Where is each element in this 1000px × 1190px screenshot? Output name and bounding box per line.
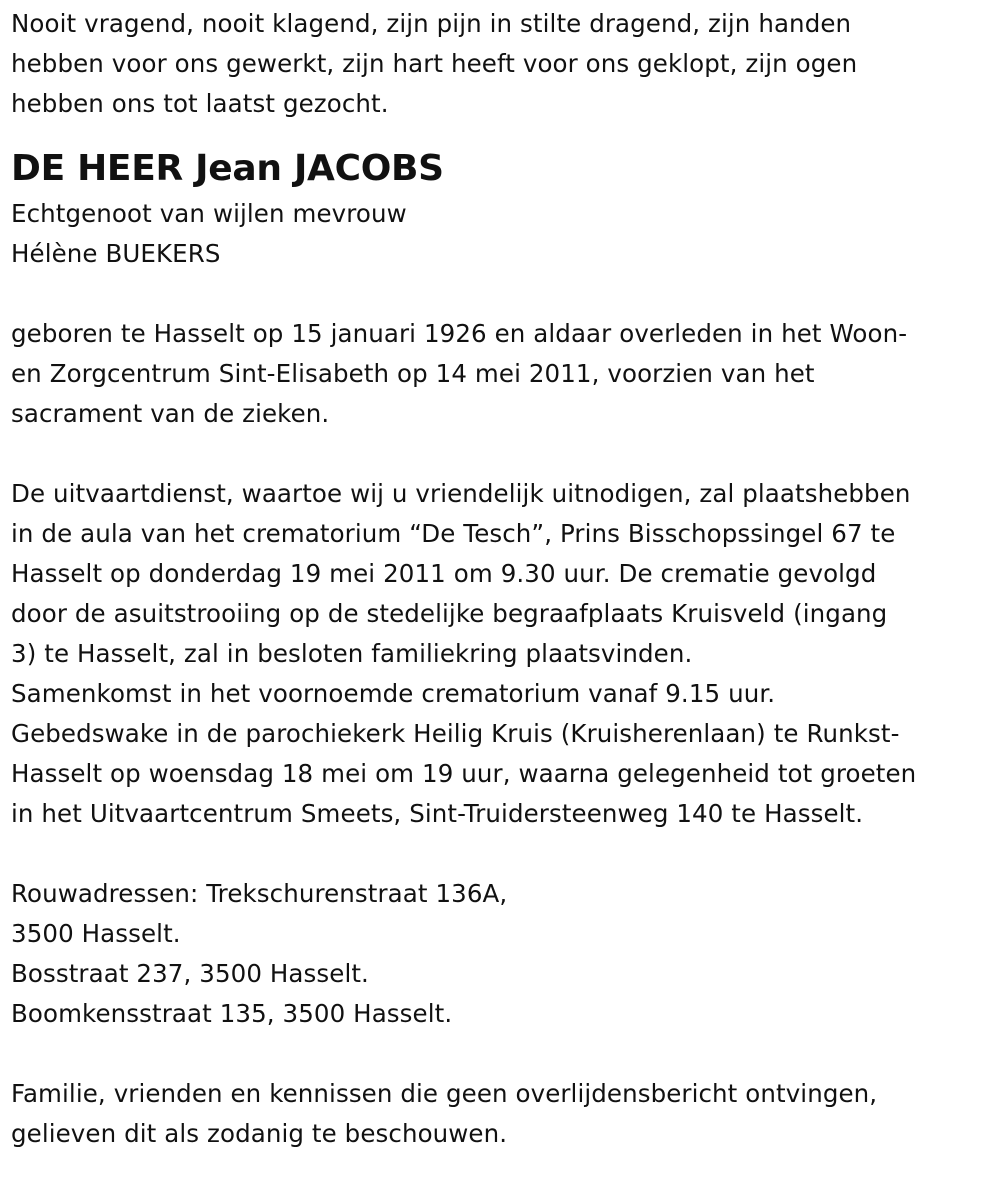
address-line: Boomkensstraat 135, 3500 Hasselt. [11,999,453,1028]
address-line: Rouwadressen: Trekschurenstraat 136A, [11,879,508,908]
spouse-info [11,194,996,274]
service-line: door de asuitstrooiing op de stedelijke begraafplaats Kruisveld (ingang [11,599,888,628]
service-line: 3) te Hasselt, zal in besloten familiekring plaatsvinden. [11,639,693,668]
spouse-line: Echtgenoot van wijlen mevrouw [11,199,407,228]
spacer [11,834,996,874]
intro-line: hebben ons tot laatst gezocht. [11,89,389,118]
mourning-addresses [11,874,996,1034]
address-line: 3500 Hasselt. [11,919,181,948]
deceased-name: DE HEER Jean JACOBS [11,148,444,189]
service-line: Hasselt op donderdag 19 mei 2011 om 9.30 uur. De crematie gevolgd [11,559,877,588]
service-line: in het Uitvaartcentrum Smeets, Sint-Truidersteenweg 140 te Hasselt. [11,799,864,828]
spacer [11,274,996,314]
spouse-line: Hélène BUEKERS [11,239,221,268]
intro-line: hebben voor ons gewerkt, zijn hart heeft voor ons geklopt, zijn ogen [11,49,858,78]
spacer [11,1034,996,1074]
intro-poem [11,4,996,124]
spacer [11,434,996,474]
address-line: Bosstraat 237, 3500 Hasselt. [11,959,369,988]
service-line: De uitvaartdienst, waartoe wij u vriendelijk uitnodigen, zal plaatshebben [11,479,911,508]
service-line: Hasselt op woensdag 18 mei om 19 uur, waarna gelegenheid tot groeten [11,759,917,788]
birth-line: sacrament van de zieken. [11,399,330,428]
birth-death-info [11,314,996,434]
closing-line: Familie, vrienden en kennissen die geen overlijdensbericht ontvingen, [11,1079,878,1108]
service-line: Gebedswake in de parochiekerk Heilig Kruis (Kruisherenlaan) te Runkst- [11,719,900,748]
service-line: in de aula van het crematorium “De Tesch”, Prins Bisschopssingel 67 te [11,519,896,548]
closing-note [11,1074,996,1154]
closing-line: gelieven dit als zodanig te beschouwen. [11,1119,508,1148]
funeral-service-info [11,474,996,834]
intro-line: Nooit vragend, nooit klagend, zijn pijn in stilte dragend, zijn handen [11,9,852,38]
obituary-notice [11,4,996,1154]
birth-line: geboren te Hasselt op 15 januari 1926 en aldaar overleden in het Woon- [11,319,908,348]
service-line: Samenkomst in het voornoemde crematorium vanaf 9.15 uur. [11,679,776,708]
birth-line: en Zorgcentrum Sint-Elisabeth op 14 mei 2011, voorzien van het [11,359,815,388]
